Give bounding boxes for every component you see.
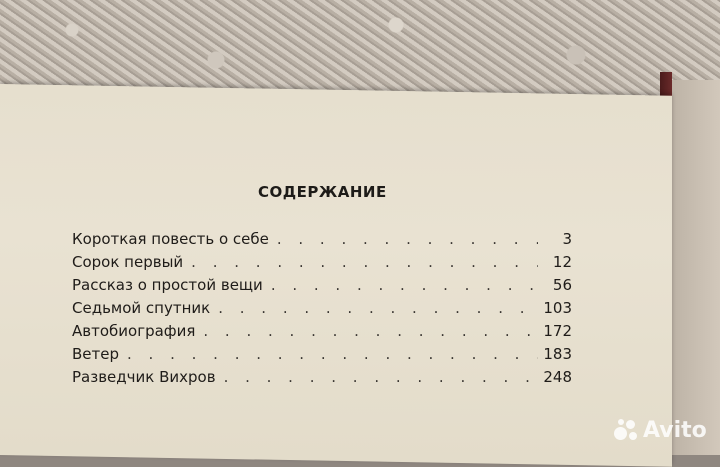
toc-entry xyxy=(72,322,572,345)
toc-entry-title: Ветер xyxy=(72,345,120,363)
toc-entry xyxy=(72,345,572,368)
toc-entry-page: 3 xyxy=(562,230,572,248)
toc-entry-title: Сорок первый xyxy=(72,253,184,271)
toc-entry-page: 248 xyxy=(543,368,572,386)
toc-entry xyxy=(72,368,572,391)
toc-entry xyxy=(72,276,572,299)
avito-watermark-text: Avito xyxy=(643,417,707,443)
toc-entry-title: Седьмой спутник xyxy=(72,299,211,317)
toc-entry-page: 183 xyxy=(543,345,572,363)
toc-entry-title: Рассказ о простой вещи xyxy=(72,276,263,294)
toc-leader-dots xyxy=(183,253,538,271)
toc-entry xyxy=(72,230,572,253)
toc-leader-dots xyxy=(216,368,538,386)
toc-entry-title: Разведчик Вихров xyxy=(72,368,216,386)
toc-leader-dots xyxy=(195,322,538,340)
toc-entry xyxy=(72,299,572,322)
toc-entry-page: 172 xyxy=(543,322,572,340)
toc-heading: СОДЕРЖАНИЕ xyxy=(258,183,387,201)
toc-leader-dots xyxy=(210,299,538,317)
toc-entry-title: Автобиография xyxy=(72,322,196,340)
toc-entry-title: Короткая повесть о себе xyxy=(72,230,269,248)
toc-entry xyxy=(72,253,572,276)
toc-entry-page: 103 xyxy=(543,299,572,317)
toc-leader-dots xyxy=(269,230,538,248)
table-of-contents xyxy=(72,230,572,391)
toc-leader-dots xyxy=(263,276,538,294)
toc-leader-dots xyxy=(119,345,538,363)
book-page-edges xyxy=(672,80,720,455)
toc-entry-page: 56 xyxy=(552,276,572,294)
toc-entry-page: 12 xyxy=(552,253,572,271)
avito-logo-icon xyxy=(614,417,640,443)
avito-watermark xyxy=(614,417,707,443)
